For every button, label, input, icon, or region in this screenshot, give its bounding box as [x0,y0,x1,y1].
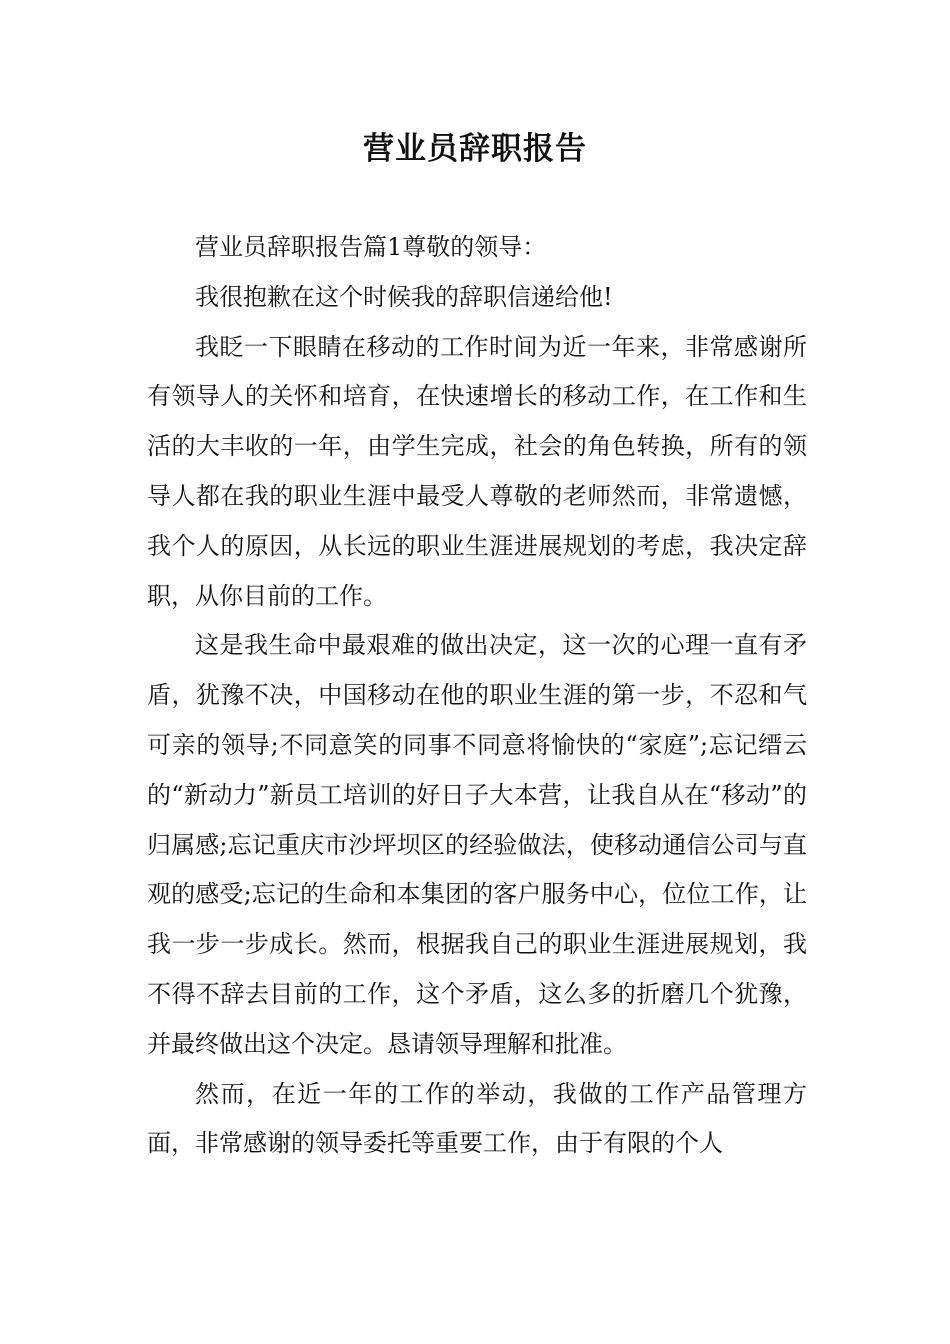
paragraph-apology: 我很抱歉在这个时候我的辞职信递给他! [195,282,613,311]
paragraph-gratitude: 我眨一下眼睛在移动的工作时间为近一年来，非常感谢所有领导人的关怀和培育，在快速增长的移动工作，在工作和生活的大丰收的一年，由学生完成，社会的角色转换，所有的领导人都在我的职业生涯中最受人尊敬的老师然而，非常遗憾，我个人的原因，从长远的职业生涯进展规划的考虑，我决定辞职，从你目前的工作。 [147,332,807,610]
document-body [147,223,807,1169]
paragraph-work-summary: 然而，在近一年的工作的举动，我做的工作产品管理方面，非常感谢的领导委托等重要工作，由于有限的个人 [147,1079,807,1158]
paragraph-salutation: 营业员辞职报告篇1尊敬的领导： [195,233,547,261]
paragraph-decision: 这是我生命中最艰难的做出决定，这一次的心理一直有矛盾，犹豫不决，中国移动在他的职业生涯的第一步，不忍和气可亲的领导;不同意笑的同事不同意将愉快的“家庭”;忘记缙云的“新动力”新员工培训的好日子大本营，让我自从在“移动”的归属感;忘记重庆市沙坪坝区的经验做法，使移动通信公司与直观的感受;忘记的生命和本集团的客户服务中心，位位工作，让我一步一步成长。然而，根据我自己的职业生涯进展规划，我不得不辞去目前的工作，这个矛盾，这么多的折磨几个犹豫，并最终做出这个决定。恳请领导理解和批准。 [147,631,807,1058]
document-title: 营业员辞职报告 [363,131,587,167]
